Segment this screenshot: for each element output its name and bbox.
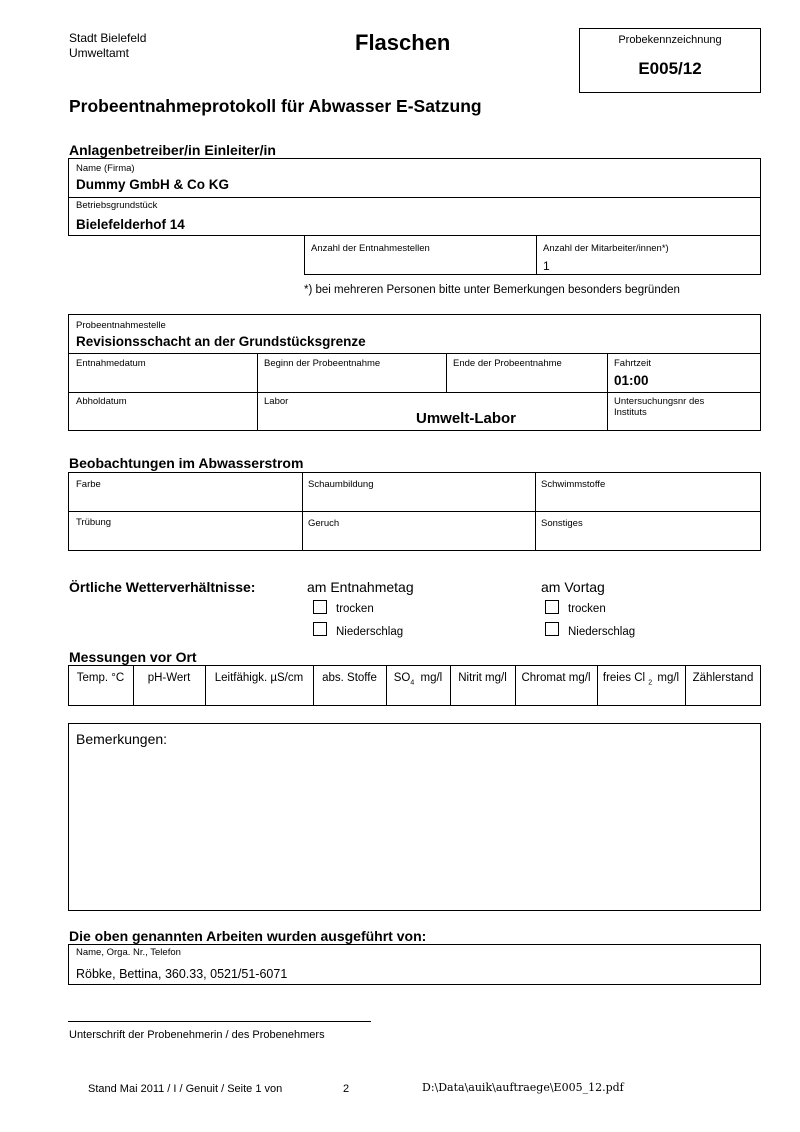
property-label: Betriebsgrundstück [76,200,158,211]
employees-label: Anzahl der Mitarbeiter/innen*) [543,243,669,254]
org-department: Umweltamt [69,46,130,60]
performed-by-section-title: Die oben genannten Arbeiten wurden ausgeführt von: [69,928,427,944]
sulfate-header-symbol: SO [393,672,411,684]
observations-section-title: Beobachtungen im Abwasserstrom [69,455,304,471]
day-of-label: am Entnahmetag [307,579,414,595]
color-label: Farbe [76,479,101,490]
other-label: Sonstiges [541,518,583,529]
settleable-solids-header: abs. Stoffe [322,672,377,684]
sampling-points-label: Anzahl der Entnahmestellen [311,243,430,254]
exam-number-label: Untersuchungsnr des Instituts [614,396,705,418]
ph-header: pH-Wert [147,672,191,684]
free-chlorine-header-symbol: freies Cl [602,672,646,684]
weather-section-title: Örtliche Wetterverhältnisse: [69,579,256,595]
day-of-dry-checkbox[interactable] [313,600,327,614]
lab-label: Labor [264,396,289,407]
sample-id-value: E005/12 [638,59,702,78]
form-title: Flaschen [355,30,451,55]
divider [446,353,447,392]
chlorine-subscript: 2 [648,679,653,687]
sample-id-label: Probekennzeichnung [618,34,722,46]
turbidity-label: Trübung [76,517,112,528]
odor-label: Geruch [308,518,340,529]
remarks-box [68,723,761,911]
day-before-rain-label: Niederschlag [568,626,636,638]
day-of-rain-label: Niederschlag [336,626,404,638]
divider [68,197,761,198]
travel-time-label: Fahrtzeit [614,358,651,369]
lab-value: Umwelt-Labor [416,410,517,427]
day-before-label: am Vortag [541,579,605,595]
day-before-dry-checkbox[interactable] [545,600,559,614]
operator-name-label: Name (Firma) [76,163,135,174]
meter-reading-header: Zählerstand [692,672,754,684]
day-of-rain-checkbox[interactable] [313,622,327,636]
measurements-section-title: Messungen vor Ort [69,649,197,665]
sulfate-header [386,671,450,685]
day-of-dry-label: trocken [336,603,374,615]
divider [302,472,303,551]
signature-line [68,1021,371,1022]
free-chlorine-header-unit: mg/l [657,672,680,684]
counts-box [304,235,761,275]
temp-header: Temp. °C [76,672,125,684]
org-name: Stadt Bielefeld [69,31,147,45]
footer-total-pages: 2 [343,1083,350,1095]
divider [68,511,761,512]
sulfate-header-unit: mg/l [420,672,443,684]
employees-value: 1 [543,259,550,273]
divider [68,392,761,393]
sampling-point-value: Revisionsschacht an der Grundstücksgrenze [76,334,366,349]
performed-by-label: Name, Orga. Nr., Telefon [76,947,181,958]
document-title: Probeentnahmeprotokoll für Abwasser E-Satzung [69,96,482,116]
sampling-start-label: Beginn der Probeentnahme [264,358,381,369]
signature-label: Unterschrift der Probenehmerin / des Probenehmers [69,1029,325,1041]
performed-by-value: Röbke, Bettina, 360.33, 0521/51-6071 [76,967,288,981]
day-before-dry-label: trocken [568,603,606,615]
divider [536,235,537,275]
footer-stand: Stand Mai 2011 / I / Genuit / Seite 1 von [88,1083,283,1095]
day-before-rain-checkbox[interactable] [545,622,559,636]
conductivity-header: Leitfähigk. µS/cm [214,672,304,684]
remarks-label: Bemerkungen: [76,731,168,747]
nitrite-header: Nitrit mg/l [458,672,507,684]
operator-section-title: Anlagenbetreiber/in Einleiter/in [69,142,276,158]
pickup-date-label: Abholdatum [76,396,127,407]
free-chlorine-header [597,671,685,685]
sample-id-box [579,28,761,93]
sampling-point-label: Probeentnahmestelle [76,320,166,331]
employees-footnote: *) bei mehreren Personen bitte unter Bemerkungen besonders begründen [304,284,680,296]
floating-matter-label: Schwimmstoffe [541,479,606,490]
footer-file-path: D:\Data\auik\auftraege\E005_12.pdf [422,1081,624,1094]
sampling-date-label: Entnahmedatum [76,358,146,369]
divider [535,472,536,551]
divider [68,353,761,354]
property-value: Bielefelderhof 14 [76,217,185,232]
chromate-header: Chromat mg/l [521,672,591,684]
foam-label: Schaumbildung [308,479,374,490]
travel-time-value: 01:00 [614,373,649,388]
sulfate-subscript: 4 [410,679,415,687]
sampling-end-label: Ende der Probeentnahme [453,358,562,369]
divider [607,353,608,431]
divider [257,353,258,431]
operator-name-value: Dummy GmbH & Co KG [76,177,230,192]
